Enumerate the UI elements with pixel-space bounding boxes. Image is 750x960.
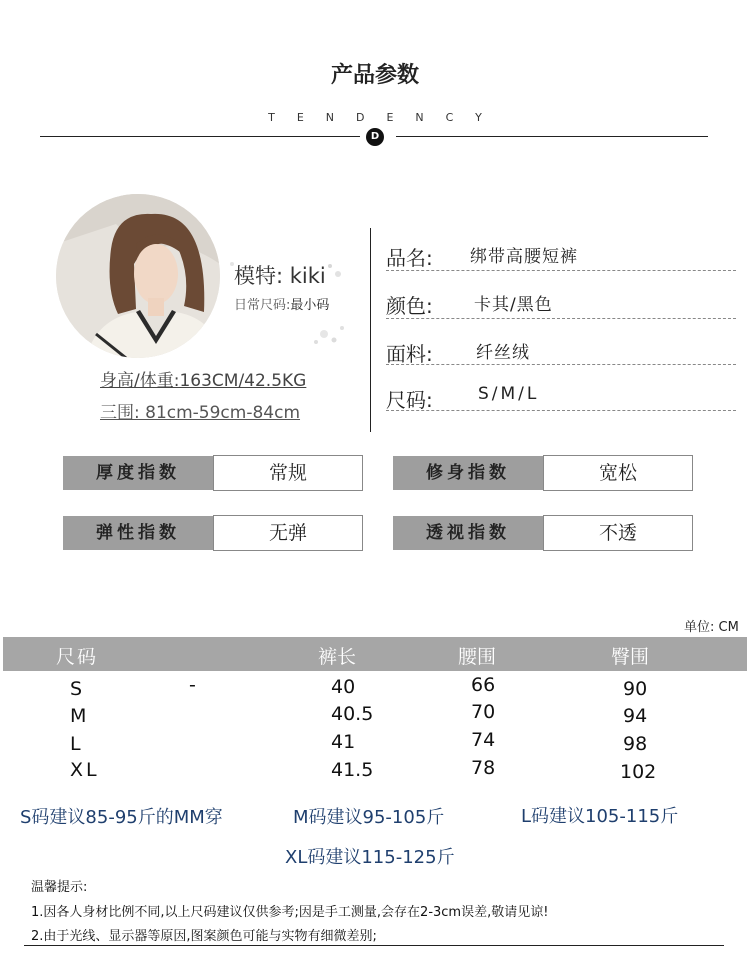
elasticity-index-label: 弹性指数 [63, 516, 213, 550]
fit-index-label: 修身指数 [393, 456, 543, 490]
header-size: 尺码 [56, 646, 99, 668]
row-l-size: L [70, 733, 81, 755]
note-item: 1.因各人身材比例不同,以上尺码建议仅供参考;因是手工测量,会存在2-3cm误差,敬请见谅! [31, 905, 549, 920]
spec-divider [386, 364, 736, 365]
model-height-weight: 身高/体重:163CM/42.5KG [100, 371, 307, 391]
row-s-size: S [70, 678, 83, 700]
fit-index-value: 宽松 [543, 455, 693, 491]
recommend-m: M码建议95-105斤 [293, 807, 445, 828]
row-m-waist: 70 [471, 701, 496, 723]
spec-fabric-label: 面料: [386, 342, 433, 366]
spec-divider [386, 318, 736, 319]
model-size [234, 294, 329, 313]
divider-right [396, 136, 708, 137]
recommend-xl: XL码建议115-125斤 [285, 847, 455, 868]
spec-name-label: 品名: [386, 246, 433, 270]
bottom-divider [24, 945, 724, 946]
spec-size-value: S/M/L [478, 384, 540, 404]
model-measurements: 三围: 81cm-59cm-84cm [100, 403, 301, 423]
header-waist: 腰围 [458, 646, 497, 668]
elasticity-index-value: 无弹 [213, 515, 363, 551]
header-length: 裤长 [318, 646, 357, 668]
row-m-size: M [70, 705, 87, 727]
header-hip: 臀围 [611, 646, 650, 668]
row-xl-length: 41.5 [331, 759, 374, 781]
row-s-waist: 66 [471, 674, 496, 696]
spec-size-label: 尺码: [386, 388, 433, 412]
row-l-length: 41 [331, 731, 356, 753]
recommend-s: S码建议85-95斤的MM穿 [20, 807, 223, 828]
spec-color-label: 颜色: [386, 294, 433, 318]
transparency-index-label: 透视指数 [393, 516, 543, 550]
row-l-hip: 98 [623, 733, 648, 755]
row-s-length: 40 [331, 676, 356, 698]
row-s-mark: - [189, 674, 196, 696]
spec-name-value: 绑带高腰短裤 [470, 247, 578, 267]
model-size-label: 日常尺码: [234, 298, 291, 313]
spec-divider [386, 410, 736, 411]
row-m-length: 40.5 [331, 703, 374, 725]
page-subtitle: TENDENCY [268, 111, 504, 124]
notes-title: 温馨提示: [31, 880, 88, 895]
row-s-hip: 90 [623, 678, 648, 700]
model-name: 模特: kiki [234, 264, 326, 288]
vertical-divider [370, 228, 371, 432]
row-l-waist: 74 [471, 729, 496, 751]
brand-badge: D [366, 128, 384, 146]
thickness-index-label: 厚度指数 [63, 456, 213, 490]
spec-divider [386, 270, 736, 271]
recommend-l: L码建议105-115斤 [521, 806, 679, 827]
model-photo [56, 194, 220, 358]
page-title: 产品参数 [330, 63, 419, 88]
spec-color-value: 卡其/黑色 [474, 295, 553, 315]
spec-fabric-value: 纤丝绒 [476, 343, 530, 363]
unit-label: 单位: CM [684, 620, 739, 635]
thickness-index-value: 常规 [213, 455, 363, 491]
row-xl-hip: 102 [620, 761, 657, 783]
note-item: 2.由于光线、显示器等原因,图案颜色可能与实物有细微差别; [31, 929, 377, 944]
row-xl-size: XL [70, 759, 100, 781]
divider-left [40, 136, 360, 137]
transparency-index-value: 不透 [543, 515, 693, 551]
model-size-value: 最小码 [290, 298, 330, 313]
row-xl-waist: 78 [471, 757, 496, 779]
row-m-hip: 94 [623, 705, 648, 727]
